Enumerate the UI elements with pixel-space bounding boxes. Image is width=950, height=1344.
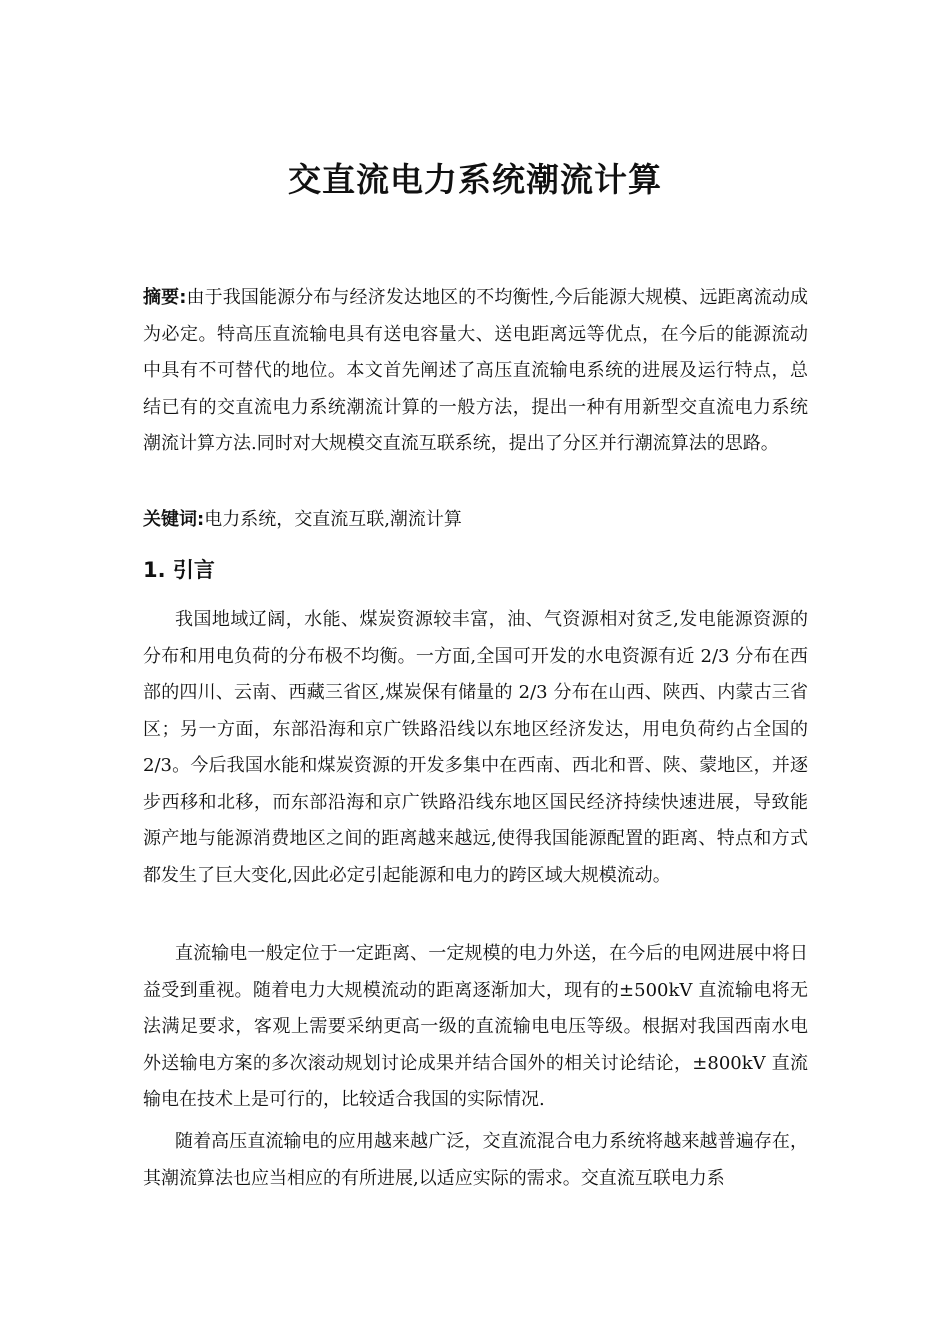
section-heading-introduction: 1. 引言	[143, 558, 215, 582]
keywords-text: 电力系统，交直流互联,潮流计算	[204, 509, 462, 530]
body-paragraph-2: 直流输电一般定位于一定距离、一定规模的电力外送，在今后的电网进展中将日益受到重视。随着电力大规模流动的距离逐渐加大，现有的±500kV 直流输电将无法满足要求，客观上需要采纳更高一级的直流输电电压等级。根据对我国西南水电外送输电方案的多次滚动规划讨论成果并结合国外的相关讨论结论，±800kV 直流输电在技术上是可行的，比较适合我国的实际情况.	[143, 943, 808, 1110]
keywords-label: 关键词:	[143, 509, 205, 530]
body-paragraph-3: 随着高压直流输电的应用越来越广泛，交直流混合电力系统将越来越普遍存在，其潮流算法也应当相应的有所进展,以适应实际的需求。交直流互联电力系	[143, 1131, 808, 1189]
abstract-paragraph	[143, 280, 808, 463]
abstract-text: 由于我国能源分布与经济发达地区的不均衡性,今后能源大规模、远距离流动成为必定。特高压直流输电具有送电容量大、送电距离远等优点，在今后的能源流动中具有不可替代的地位。本文首先阐述了高压直流输电系统的进展及运行特点，总结已有的交直流电力系统潮流计算的一般方法，提出一种有用新型交直流电力系统潮流计算方法.同时对大规模交直流互联系统，提出了分区并行潮流算法的思路。	[143, 287, 808, 454]
abstract-label: 摘要:	[143, 287, 187, 308]
paper-title: 交直流电力系统潮流计算	[288, 160, 662, 199]
body-paragraph-1: 我国地域辽阔，水能、煤炭资源较丰富，油、气资源相对贫乏,发电能源资源的分布和用电负荷的分布极不均衡。一方面,全国可开发的水电资源有近 2/3 分布在西部的四川、云南、西藏三省区,煤炭保有储量的 2/3 分布在山西、陕西、内蒙古三省区；另一方面，东部沿海和京广铁路沿线以东地区经济发达，用电负荷约占全国的 2/3。今后我国水能和煤炭资源的开发多集中在西南、西北和晋、陕、蒙地区，并逐步西移和北移，而东部沿海和京广铁路沿线东地区国民经济持续快速进展，导致能源产地与能源消费地区之间的距离越来越远,使得我国能源配置的距离、特点和方式都发生了巨大变化,因此必定引起能源和电力的跨区域大规模流动。	[143, 609, 808, 886]
keywords-line	[143, 505, 462, 535]
